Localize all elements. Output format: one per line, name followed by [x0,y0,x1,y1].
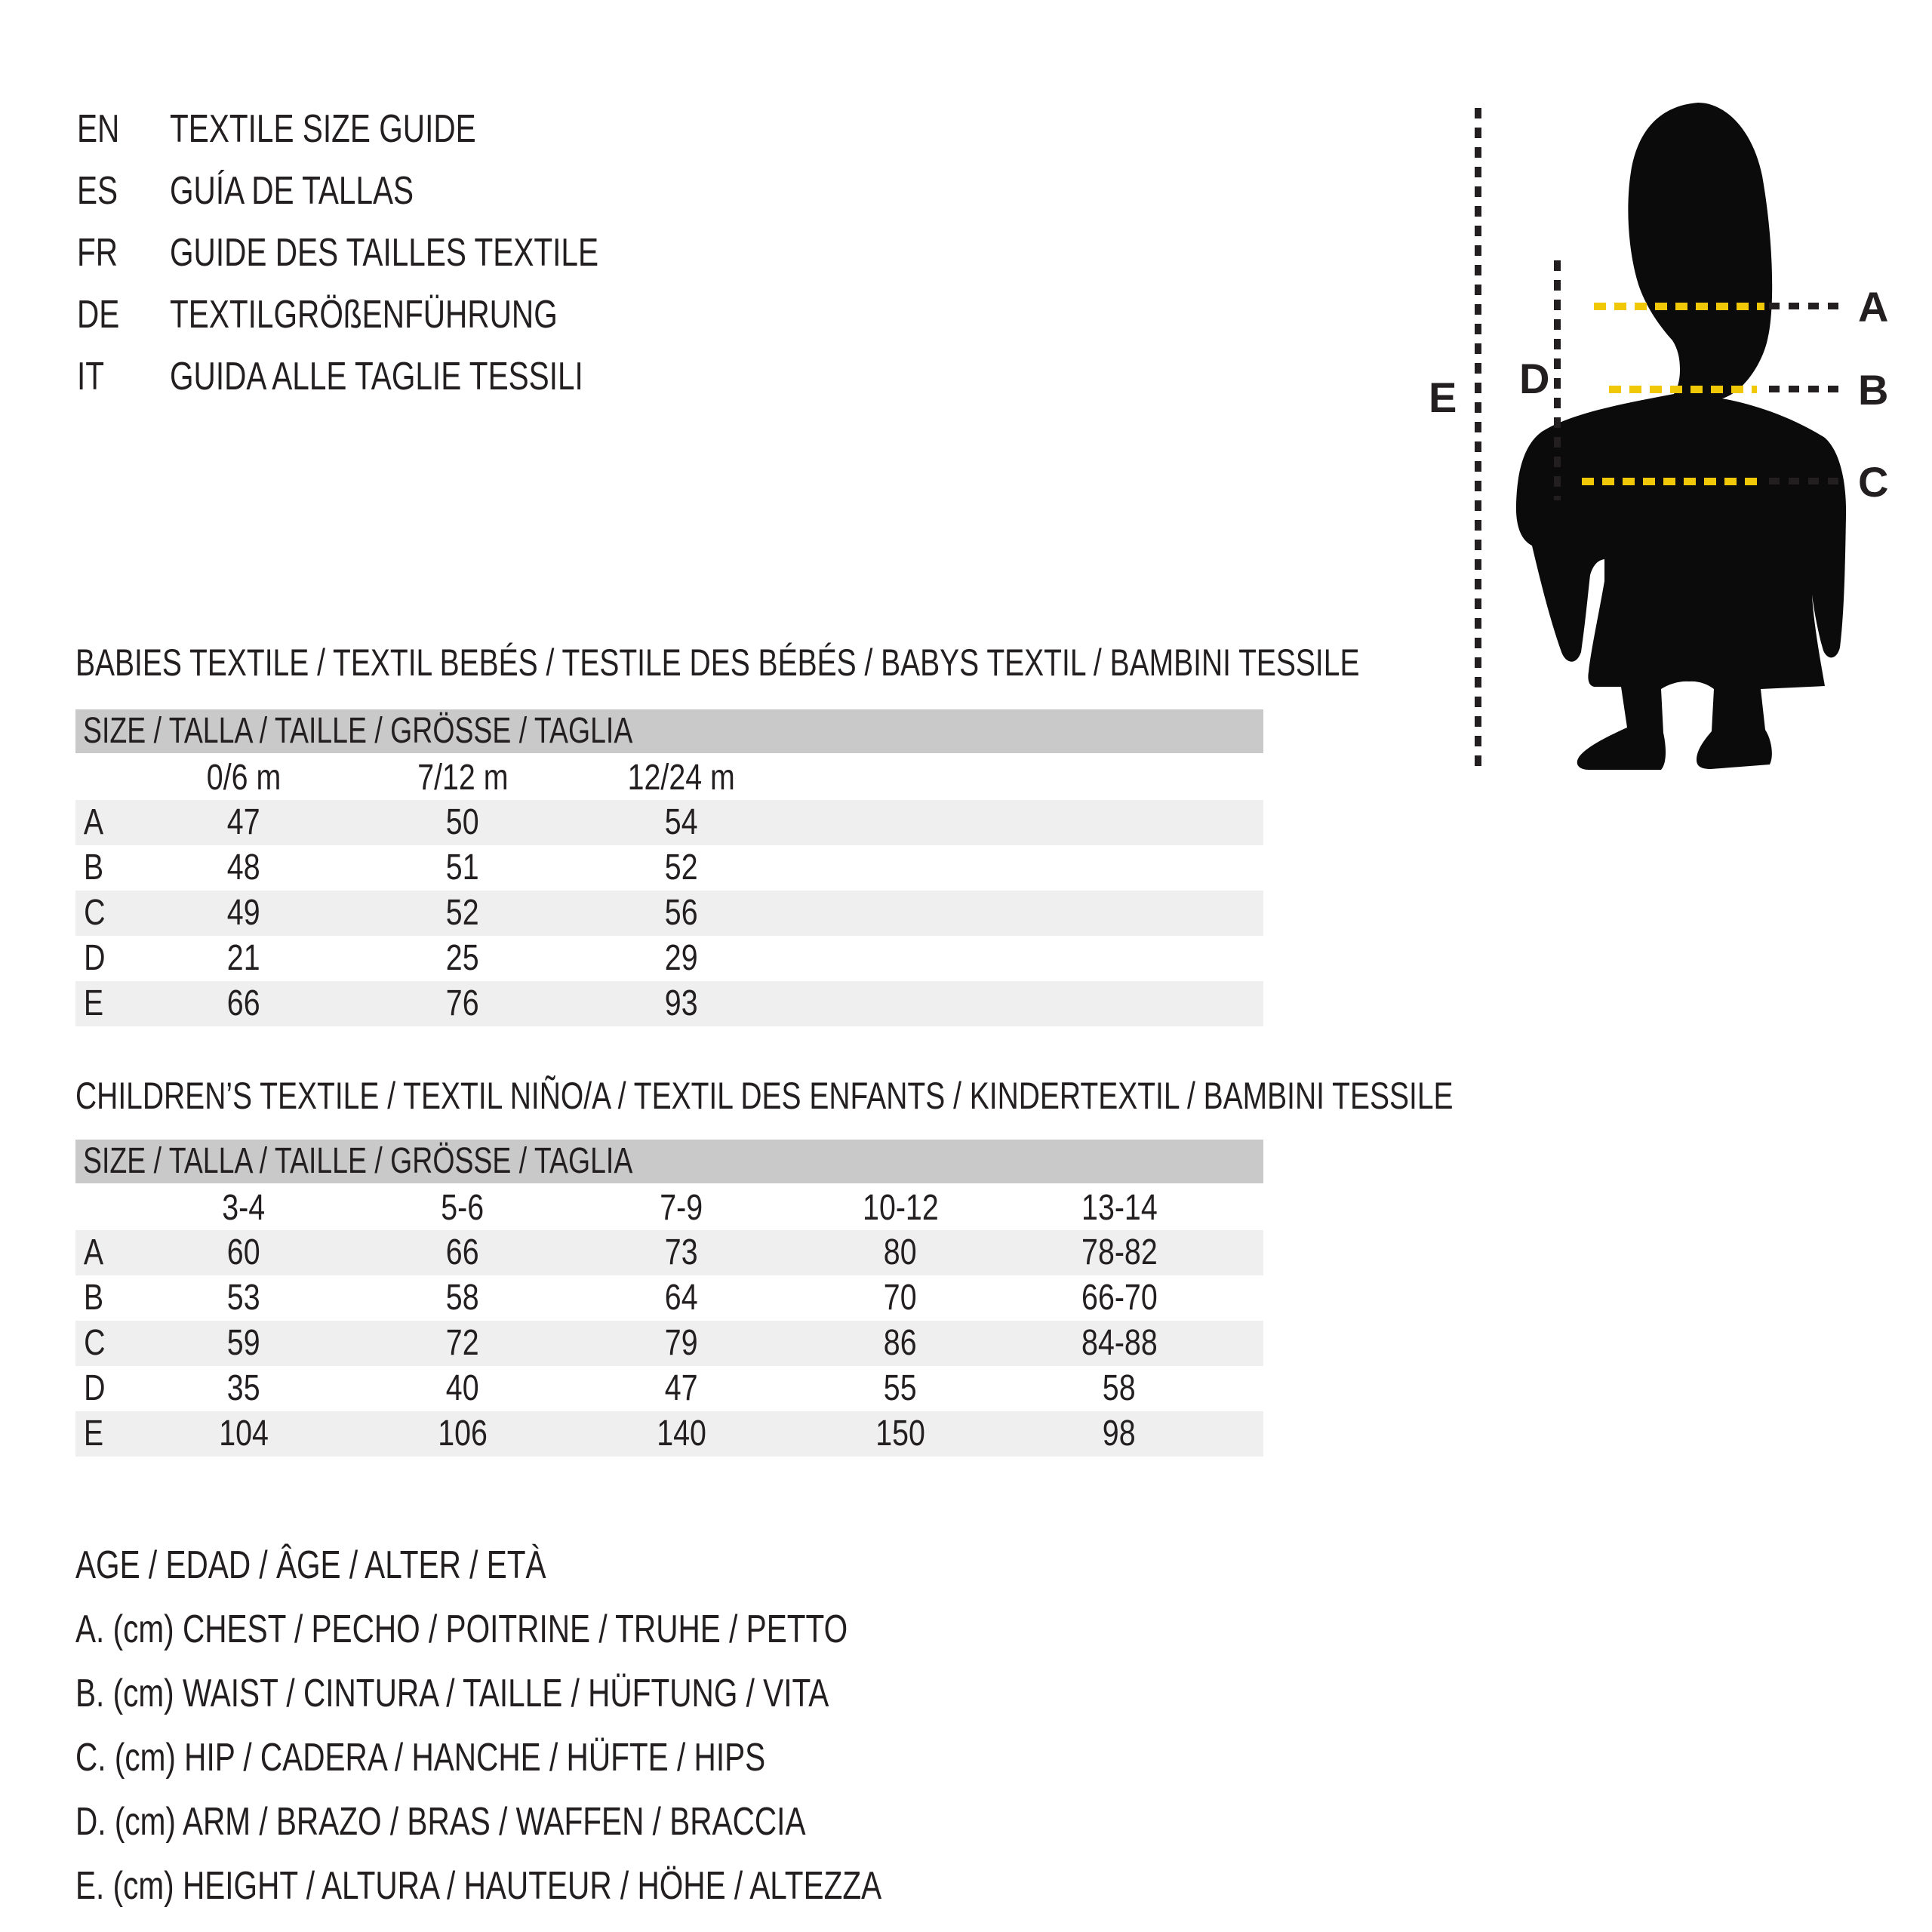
row-label: A [83,1232,104,1272]
row-label: A [83,802,104,842]
waist-leader-line-B [1769,386,1847,392]
legend-waist-line: B. (cm) WAIST / CINTURA / TAILLE / HÜFTUNG / VITA [75,1672,829,1715]
hip-measure-line-C [1582,478,1761,485]
language-row-en [77,98,719,160]
row-label: B [83,848,104,888]
language-code-en: EN [77,107,120,151]
table-row: E 104 106 140 150 98 [75,1411,1263,1457]
babies-col-0-6m: 0/6 m [206,758,281,798]
row-label: E [83,983,104,1023]
figure-label-E: E [1429,374,1457,421]
language-title-block [77,98,719,408]
row-label: D [84,1368,106,1408]
children-col-10-12: 10-12 [862,1188,939,1228]
table-row: A 47 50 54 [75,800,1263,845]
language-title-fr: GUIDE DES TAILLES TEXTILE [170,231,599,275]
babies-rows [75,800,1263,1026]
children-col-7-9: 7-9 [660,1188,703,1228]
measurement-legend [75,1534,1109,1918]
children-section-heading [75,1075,1841,1117]
language-row-it [77,346,719,408]
table-row: D 21 25 29 [75,936,1263,981]
babies-col-12-24m: 12/24 m [627,758,736,798]
legend-height-line: E. (cm) HEIGHT / ALTURA / HAUTEUR / HÖHE / ALTEZZA [75,1864,882,1908]
language-row-es [77,160,719,222]
babies-col-7-12m: 7/12 m [417,758,509,798]
babies-size-header-bar [75,709,1263,753]
language-row-de [77,284,719,346]
legend-arm-line: D. (cm) ARM / BRAZO / BRAS / WAFFEN / BRACCIA [75,1800,806,1844]
legend-age-line: AGE / EDAD / ÂGE / ALTER / ETÀ [75,1543,546,1587]
language-code-es: ES [77,169,118,213]
babies-section-heading [75,641,1721,684]
figure-label-D: D [1519,355,1550,402]
table-row: B 53 58 64 70 66-70 [75,1275,1263,1321]
language-title-en: TEXTILE SIZE GUIDE [170,107,476,151]
language-code-it: IT [77,355,105,398]
children-column-header-row [75,1186,1263,1230]
children-rows [75,1230,1263,1457]
row-label: C [84,1323,106,1363]
row-label: B [83,1278,104,1318]
waist-measure-line-B [1609,386,1757,393]
row-label: E [83,1414,104,1454]
babies-size-table [75,709,1263,1026]
children-size-header-bar [75,1140,1263,1183]
row-label: D [84,938,106,978]
figure-label-A: A [1858,283,1889,331]
table-row: C 59 72 79 86 84-88 [75,1321,1263,1366]
language-title-de: TEXTILGRÖßENFÜHRUNG [170,293,558,337]
babies-corner-cell [75,756,134,800]
children-col-5-6: 5-6 [441,1188,485,1228]
language-code-de: DE [77,293,120,337]
babies-section-heading-text: BABIES TEXTILE / TEXTIL BEBÉS / TESTILE DES BÉBÉS / BABYS TEXTIL / BAMBINI TESSILE [75,641,1360,684]
babies-size-header-text: SIZE / TALLA / TAILLE / GRÖSSE / TAGLIA [83,711,633,751]
children-col-3-4: 3-4 [222,1188,266,1228]
arm-measure-line-D [1554,260,1561,500]
table-row: B 48 51 52 [75,845,1263,891]
table-row: E 66 76 93 [75,981,1263,1026]
chest-measure-line-A [1594,303,1764,310]
chest-leader-line-A [1769,303,1847,309]
language-row-fr [77,222,719,284]
row-label: C [84,893,106,933]
figure-label-B: B [1858,366,1889,414]
children-size-header-text: SIZE / TALLA / TAILLE / GRÖSSE / TAGLIA [83,1141,633,1181]
children-corner-cell [75,1186,134,1230]
children-size-table [75,1140,1263,1457]
children-col-13-14: 13-14 [1081,1188,1158,1228]
table-row: C 49 52 56 [75,891,1263,936]
language-title-it: GUIDA ALLE TAGLIE TESSILI [170,355,583,398]
legend-chest-line: A. (cm) CHEST / PECHO / POITRINE / TRUHE / PETTO [75,1607,848,1651]
language-code-fr: FR [77,231,118,275]
figure-label-C: C [1858,458,1889,506]
babies-column-header-row [75,756,1263,800]
hip-leader-line-C [1769,478,1847,485]
table-row: D 35 40 47 55 58 [75,1366,1263,1411]
children-section-heading-text: CHILDREN’S TEXTILE / TEXTIL NIÑO/A / TEXTIL DES ENFANTS / KINDERTEXTIL / BAMBINI TESSILE [75,1075,1454,1117]
legend-hip-line: C. (cm) HIP / CADERA / HANCHE / HÜFTE / HIPS [75,1736,766,1780]
table-row: A 60 66 73 80 78-82 [75,1230,1263,1275]
language-title-es: GUÍA DE TALLAS [170,169,414,213]
